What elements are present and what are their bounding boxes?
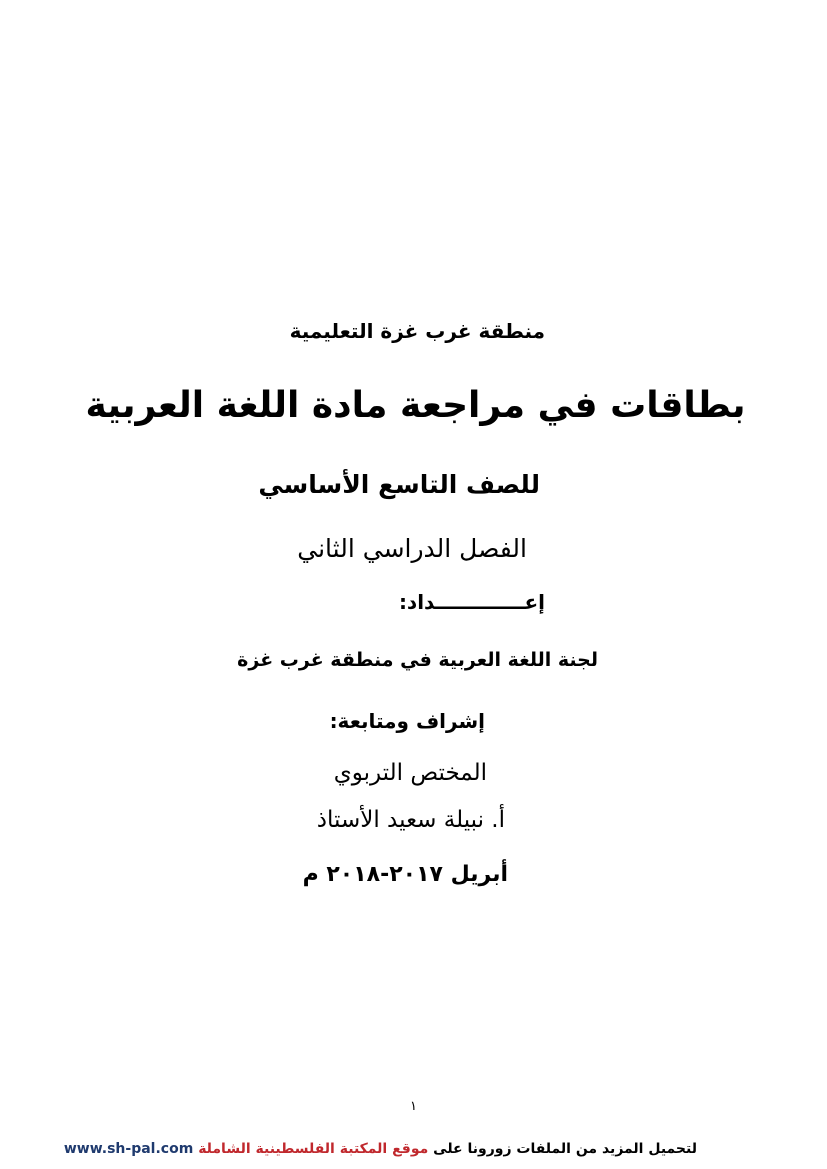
semester-heading: الفصل الدراسي الثاني: [297, 534, 527, 563]
grade-heading: للصف التاسع الأساسي: [258, 470, 540, 499]
supervisor-title: المختص التربوي: [333, 760, 487, 786]
document-title: بطاقات في مراجعة مادة اللغة العربية: [85, 385, 746, 426]
page-number: ١: [410, 1099, 417, 1114]
region-heading: منطقة غرب غزة التعليمية: [289, 319, 545, 343]
footer-url-link[interactable]: www.sh-pal.com: [63, 1141, 194, 1157]
supervisor-name: أ. نبيلة سعيد الأستاذ: [316, 807, 505, 833]
prepared-by-label: إعـــــــــــــداد:: [398, 590, 545, 614]
prepared-by: لجنة اللغة العربية في منطقة غرب غزة: [237, 649, 598, 671]
footer: [64, 1142, 697, 1156]
footer-text: لتحميل المزيد من الملفات زورونا على: [433, 1141, 697, 1157]
supervision-label: إشراف ومتابعة:: [329, 709, 485, 733]
footer-site-name[interactable]: موقع المكتبة الفلسطينية الشاملة: [198, 1141, 429, 1157]
document-date: أبريل ٢٠١٧-٢٠١٨ م: [302, 862, 508, 887]
